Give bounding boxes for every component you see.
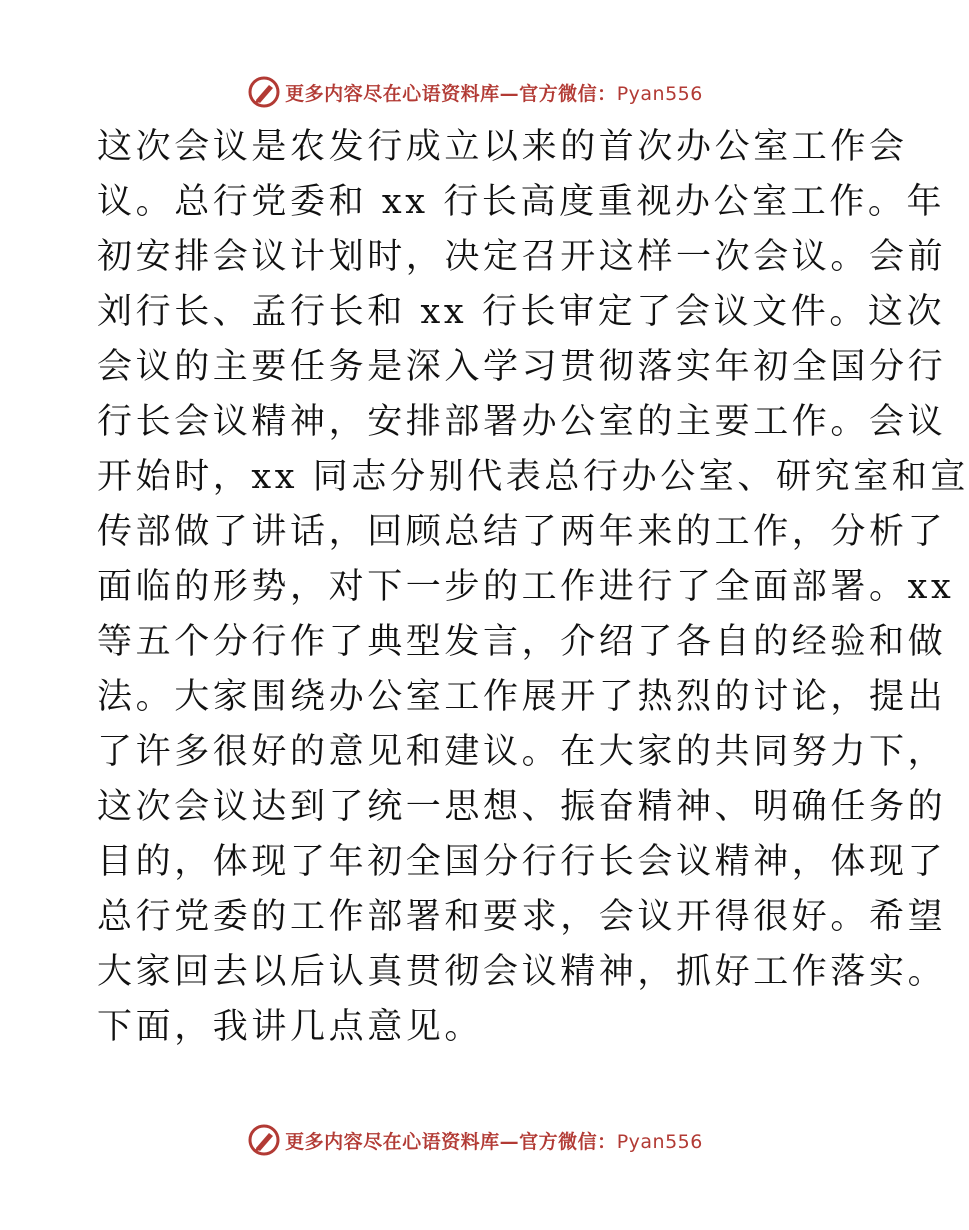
header-watermark (0, 72, 950, 112)
paragraph-line: 这次会议是农发行成立以来的首次办公室工作会 (97, 127, 908, 167)
paragraph-line: 下面，我讲几点意见。 (97, 1007, 484, 1047)
paragraph-line: 面临的形势，对下一步的工作进行了全面部署。xx (97, 567, 955, 607)
paragraph-line: 会议的主要任务是深入学习贯彻落实年初全国分行 (97, 347, 947, 387)
paragraph-line: 总行党委的工作部署和要求，会议开得很好。希望 (97, 897, 947, 937)
paragraph-line: 大家回去以后认真贯彻会议精神，抓好工作落实。 (97, 952, 947, 992)
footer-watermark (0, 1120, 950, 1160)
paragraph-line: 法。大家围绕办公室工作展开了热烈的讨论，提出 (97, 677, 947, 717)
paragraph-line: 议。总行党委和 xx 行长高度重视办公室工作。年 (97, 182, 946, 222)
paragraph-line: 等五个分行作了典型发言，介绍了各自的经验和做 (97, 622, 947, 662)
watermark-official-label: 官方微信： (519, 82, 617, 105)
pen-logo-icon (247, 1123, 281, 1157)
watermark-wechat-id: Pyan556 (616, 82, 703, 105)
paragraph-line: 这次会议达到了统一思想、振奋精神、明确任务的 (97, 787, 947, 827)
watermark-separator: — (499, 82, 520, 105)
pen-logo-icon (247, 75, 281, 109)
paragraph-line: 刘行长、孟行长和 xx 行长审定了会议文件。这次 (97, 292, 946, 332)
document-paragraph (97, 120, 969, 1055)
paragraph-line: 行长会议精神，安排部署办公室的主要工作。会议 (97, 402, 947, 442)
paragraph-line: 传部做了讲话，回顾总结了两年来的工作，分析了 (97, 512, 947, 552)
watermark-brand: 更多内容尽在心语资料库 (285, 82, 500, 105)
paragraph-line: 了许多很好的意见和建议。在大家的共同努力下， (97, 732, 947, 772)
watermark-brand: 更多内容尽在心语资料库 (285, 1130, 500, 1153)
paragraph-line: 开始时，xx 同志分别代表总行办公室、研究室和宣 (97, 457, 969, 497)
watermark-separator: — (499, 1130, 520, 1153)
paragraph-line: 目的，体现了年初全国分行行长会议精神，体现了 (97, 842, 947, 882)
watermark-official-label: 官方微信： (519, 1130, 617, 1153)
paragraph-line: 初安排会议计划时，决定召开这样一次会议。会前 (97, 237, 947, 277)
watermark-wechat-id: Pyan556 (616, 1130, 703, 1153)
